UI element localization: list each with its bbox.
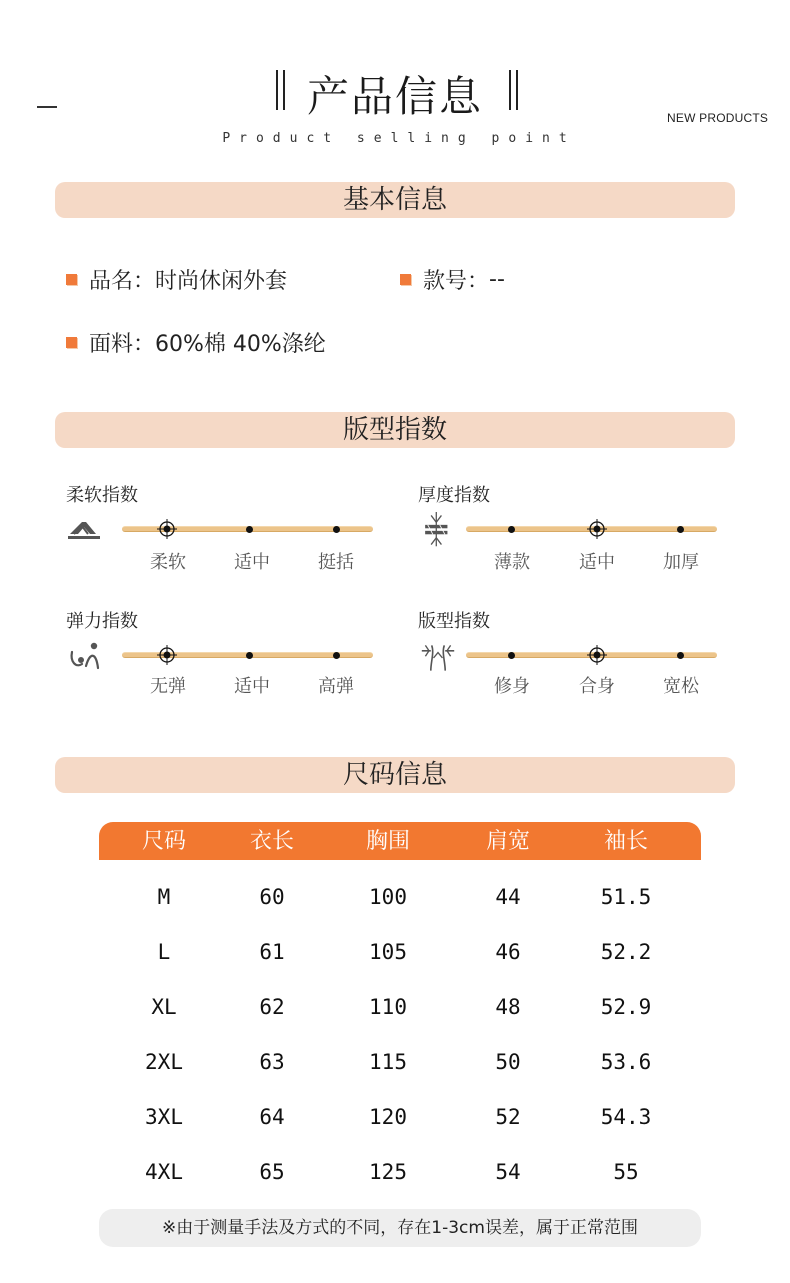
table-cell: 46 (495, 940, 521, 964)
tick-label: 加厚 (663, 552, 699, 573)
slider-selected-marker (587, 519, 607, 539)
info-name-label: 品名： (89, 269, 156, 294)
tick-label: 柔软 (150, 552, 186, 573)
col-header-length: 衣长 (249, 829, 294, 854)
table-cell: 115 (369, 1050, 407, 1074)
table-cell: 62 (259, 995, 285, 1019)
thickness-icon (420, 512, 456, 548)
table-cell: 120 (369, 1105, 407, 1129)
index-title-stretch: 弹力指数 (66, 611, 138, 632)
info-style-label: 款号： (423, 269, 490, 294)
stretch-icon (68, 640, 104, 676)
title-right-bars (509, 70, 518, 110)
tick-label: 薄款 (494, 552, 530, 573)
table-cell: 2XL (145, 1050, 183, 1074)
tick-label: 宽松 (663, 676, 699, 697)
index-title-thickness: 厚度指数 (418, 485, 490, 506)
table-cell: 51.5 (600, 885, 652, 909)
info-fabric-value: 60%棉 40%涤纶 (155, 332, 326, 357)
col-header-sleeve: 袖长 (603, 829, 648, 854)
table-cell: 52.2 (600, 940, 652, 964)
measurement-note: ※由于测量手法及方式的不同，存在1-3cm误差，属于正常范围 (99, 1209, 701, 1247)
bullet-icon (66, 274, 77, 285)
section-size-info: 尺码信息 (55, 757, 735, 793)
info-name-value: 时尚休闲外套 (155, 269, 288, 294)
slider-tick-dot (508, 526, 515, 533)
index-title-fit: 版型指数 (418, 611, 490, 632)
table-cell: L (157, 940, 171, 964)
table-cell: XL (151, 995, 177, 1019)
tick-label: 无弹 (150, 676, 186, 697)
slider-tick-dot (677, 526, 684, 533)
tick-label: 高弹 (318, 676, 354, 697)
col-header-chest: 胸围 (365, 829, 410, 854)
slider-tick-dot (333, 652, 340, 659)
table-cell: 44 (495, 885, 521, 909)
slider-tick-dot (508, 652, 515, 659)
tick-label: 适中 (234, 676, 270, 697)
new-products-label: NEW PRODUCTS (667, 111, 769, 125)
fit-icon (420, 640, 456, 676)
table-cell: 61 (259, 940, 285, 964)
table-cell: 53.6 (600, 1050, 652, 1074)
table-cell: 100 (369, 885, 407, 909)
tick-label: 适中 (234, 552, 270, 573)
bullet-icon (400, 274, 411, 285)
table-cell: 52 (495, 1105, 521, 1129)
slider-tick-dot (246, 526, 253, 533)
index-title-soft: 柔软指数 (66, 485, 138, 506)
info-style-value: -- (489, 267, 505, 292)
table-cell: 4XL (145, 1160, 183, 1184)
info-name (66, 264, 287, 295)
col-header-size: 尺码 (141, 829, 186, 854)
col-header-shoulder: 肩宽 (485, 829, 530, 854)
page-title: 产品信息 (306, 72, 483, 121)
slider-tick-dot (333, 526, 340, 533)
table-cell: 55 (613, 1160, 639, 1184)
slider-selected-marker (157, 519, 177, 539)
table-cell: 54 (495, 1160, 521, 1184)
table-cell: 65 (259, 1160, 285, 1184)
page-subtitle: Product selling point (222, 131, 576, 146)
slider-tick-dot (246, 652, 253, 659)
info-style-no (400, 264, 505, 295)
table-cell: 63 (259, 1050, 285, 1074)
slider-selected-marker (587, 645, 607, 665)
title-left-bars (276, 70, 285, 110)
table-cell: 105 (369, 940, 407, 964)
table-cell: 48 (495, 995, 521, 1019)
table-cell: 52.9 (600, 995, 652, 1019)
tick-label: 修身 (494, 676, 530, 697)
slider-tick-dot (677, 652, 684, 659)
tick-label: 合身 (579, 676, 615, 697)
soft-icon (66, 512, 102, 548)
table-cell: 64 (259, 1105, 285, 1129)
bullet-icon (66, 337, 77, 348)
tick-label: 挺括 (318, 552, 354, 573)
info-fabric-label: 面料： (89, 332, 156, 357)
section-basic-info: 基本信息 (55, 182, 735, 218)
info-fabric (66, 327, 326, 358)
slider-selected-marker (157, 645, 177, 665)
table-cell: 3XL (145, 1105, 183, 1129)
tick-label: 适中 (579, 552, 615, 573)
section-fit-index: 版型指数 (55, 412, 735, 448)
table-cell: 50 (495, 1050, 521, 1074)
table-cell: M (157, 885, 171, 909)
table-cell: 54.3 (600, 1105, 652, 1129)
table-cell: 60 (259, 885, 285, 909)
menu-icon (37, 106, 57, 108)
table-cell: 125 (369, 1160, 407, 1184)
table-cell: 110 (369, 995, 407, 1019)
